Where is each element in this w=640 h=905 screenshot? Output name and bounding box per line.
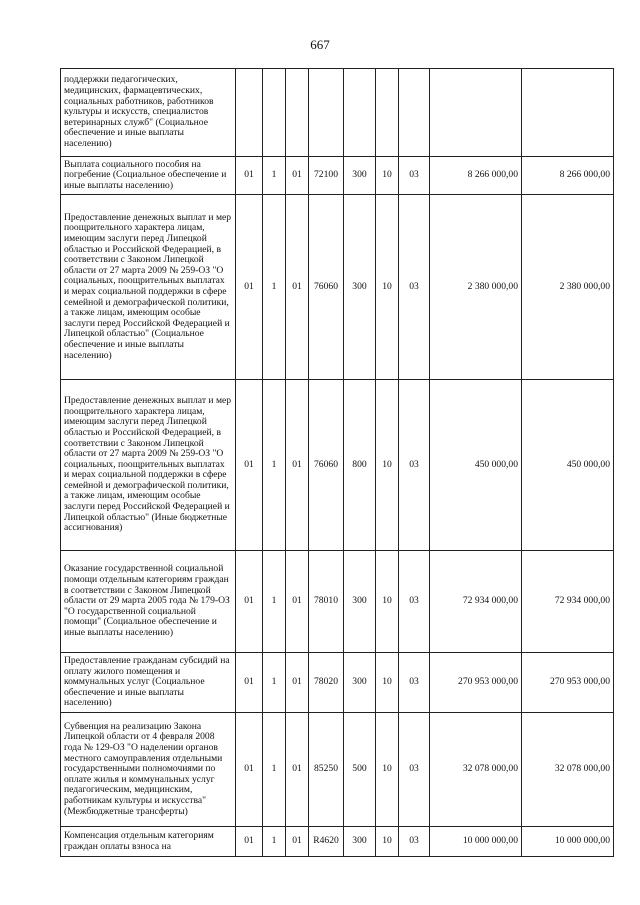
target-code-cell: R4620 xyxy=(309,827,344,857)
row-description: Компенсация отдельным категориям граждан оплаты взноса на xyxy=(61,827,236,857)
expense-type-cell: 300 xyxy=(344,195,376,380)
section-cell: 10 xyxy=(376,713,399,827)
col-1-cell xyxy=(236,69,263,157)
target-code-cell: 76060 xyxy=(309,380,344,551)
row-description: Субвенция на реализацию Закона Липецкой области от 4 февраля 2008 года № 129-ОЗ "О наделении органов местного самоуправления отдельными государственными полномочиями по оплате жилья и коммунальных услуг педагогическим, медицинским, работникам культуры и искусства" (Межбюджетные трансферты) xyxy=(61,713,236,827)
amount-cell: 8 266 000,00 xyxy=(430,157,522,195)
table-row xyxy=(61,713,614,827)
col-3-cell: 01 xyxy=(286,380,309,551)
col-1-cell: 01 xyxy=(236,380,263,551)
subsection-cell: 03 xyxy=(399,713,430,827)
table-row xyxy=(61,551,614,653)
subsection-cell xyxy=(399,69,430,157)
row-description: Предоставление гражданам субсидий на оплату жилого помещения и коммунальных услуг (Социальное обеспечение и иные выплаты населению) xyxy=(61,653,236,713)
amount-cell: 2 380 000,00 xyxy=(430,195,522,380)
col-1-cell: 01 xyxy=(236,653,263,713)
row-description: Предоставление денежных выплат и мер поощрительного характера лицам, имеющим заслуги перед Липецкой областью и Российской Федерацией, в соответствии с Законом Липецкой области от 27 марта 2009 № 259-ОЗ "О социальных, поощрительных выплатах и мерах социальной поддержки в сфере семейной и демографической политики, а также лицам, имеющим особые заслуги перед Российской Федерацией и Липецкой областью" (Иные бюджетные ассигнования) xyxy=(61,380,236,551)
expense-type-cell: 800 xyxy=(344,380,376,551)
section-cell: 10 xyxy=(376,827,399,857)
subsection-cell: 03 xyxy=(399,653,430,713)
amount-total-cell: 72 934 000,00 xyxy=(522,551,614,653)
page-number: 667 xyxy=(310,37,330,52)
amount-cell: 32 078 000,00 xyxy=(430,713,522,827)
col-2-cell: 1 xyxy=(263,827,286,857)
row-description: Предоставление денежных выплат и мер поощрительного характера лицам, имеющим заслуги перед Липецкой областью и Российской Федерацией, в соответствии с Законом Липецкой области от 27 марта 2009 № 259-ОЗ "О социальных, поощрительных выплатах и мерах социальной поддержки в сфере семейной и демографической политики, а также лицам, имеющим особые заслуги перед Российской Федерацией и Липецкой областью" (Социальное обеспечение и иные выплаты населению) xyxy=(61,195,236,380)
expense-type-cell: 500 xyxy=(344,713,376,827)
row-description: Оказание государственной социальной помощи отдельным категориям граждан в соответствии с Законом Липецкой области от 29 марта 2005 года № 179-ОЗ "О государственной социальной помощи" (Социальное обеспечение и иные выплаты населению) xyxy=(61,551,236,653)
row-description: Выплата социального пособия на погребение (Социальное обеспечение и иные выплаты населению) xyxy=(61,157,236,195)
target-code-cell: 78020 xyxy=(309,653,344,713)
table-row xyxy=(61,380,614,551)
col-1-cell: 01 xyxy=(236,551,263,653)
expense-type-cell: 300 xyxy=(344,827,376,857)
amount-total-cell: 270 953 000,00 xyxy=(522,653,614,713)
section-cell xyxy=(376,69,399,157)
amount-total-cell: 8 266 000,00 xyxy=(522,157,614,195)
col-3-cell: 01 xyxy=(286,157,309,195)
col-3-cell: 01 xyxy=(286,551,309,653)
subsection-cell: 03 xyxy=(399,195,430,380)
col-3-cell xyxy=(286,69,309,157)
col-2-cell: 1 xyxy=(263,551,286,653)
amount-cell: 10 000 000,00 xyxy=(430,827,522,857)
expense-type-cell xyxy=(344,69,376,157)
amount-total-cell: 2 380 000,00 xyxy=(522,195,614,380)
amount-cell: 450 000,00 xyxy=(430,380,522,551)
col-3-cell: 01 xyxy=(286,195,309,380)
col-2-cell: 1 xyxy=(263,157,286,195)
subsection-cell: 03 xyxy=(399,551,430,653)
target-code-cell: 72100 xyxy=(309,157,344,195)
table-row xyxy=(61,653,614,713)
section-cell: 10 xyxy=(376,195,399,380)
col-3-cell: 01 xyxy=(286,827,309,857)
section-cell: 10 xyxy=(376,653,399,713)
col-2-cell: 1 xyxy=(263,195,286,380)
table-row xyxy=(61,827,614,857)
col-2-cell: 1 xyxy=(263,713,286,827)
amount-cell xyxy=(430,69,522,157)
col-1-cell: 01 xyxy=(236,713,263,827)
col-2-cell: 1 xyxy=(263,653,286,713)
col-1-cell: 01 xyxy=(236,827,263,857)
col-1-cell: 01 xyxy=(236,157,263,195)
expense-type-cell: 300 xyxy=(344,551,376,653)
expense-type-cell: 300 xyxy=(344,653,376,713)
amount-total-cell: 450 000,00 xyxy=(522,380,614,551)
col-2-cell: 1 xyxy=(263,380,286,551)
section-cell: 10 xyxy=(376,157,399,195)
amount-total-cell xyxy=(522,69,614,157)
table-row xyxy=(61,157,614,195)
subsection-cell: 03 xyxy=(399,380,430,551)
amount-cell: 72 934 000,00 xyxy=(430,551,522,653)
col-3-cell: 01 xyxy=(286,653,309,713)
col-1-cell: 01 xyxy=(236,195,263,380)
table-row xyxy=(61,69,614,157)
amount-total-cell: 10 000 000,00 xyxy=(522,827,614,857)
target-code-cell: 76060 xyxy=(309,195,344,380)
section-cell: 10 xyxy=(376,380,399,551)
col-2-cell xyxy=(263,69,286,157)
target-code-cell xyxy=(309,69,344,157)
amount-total-cell: 32 078 000,00 xyxy=(522,713,614,827)
col-3-cell: 01 xyxy=(286,713,309,827)
amount-cell: 270 953 000,00 xyxy=(430,653,522,713)
target-code-cell: 78010 xyxy=(309,551,344,653)
subsection-cell: 03 xyxy=(399,157,430,195)
subsection-cell: 03 xyxy=(399,827,430,857)
budget-table xyxy=(60,68,614,857)
expense-type-cell: 300 xyxy=(344,157,376,195)
table-row xyxy=(61,195,614,380)
section-cell: 10 xyxy=(376,551,399,653)
row-description: поддержки педагогических, медицинских, фармацевтических, социальных работников, работников культуры и искусств, специалистов ветеринарных служб" (Социальное обеспечение и иные выплаты населению) xyxy=(61,69,236,157)
target-code-cell: 85250 xyxy=(309,713,344,827)
